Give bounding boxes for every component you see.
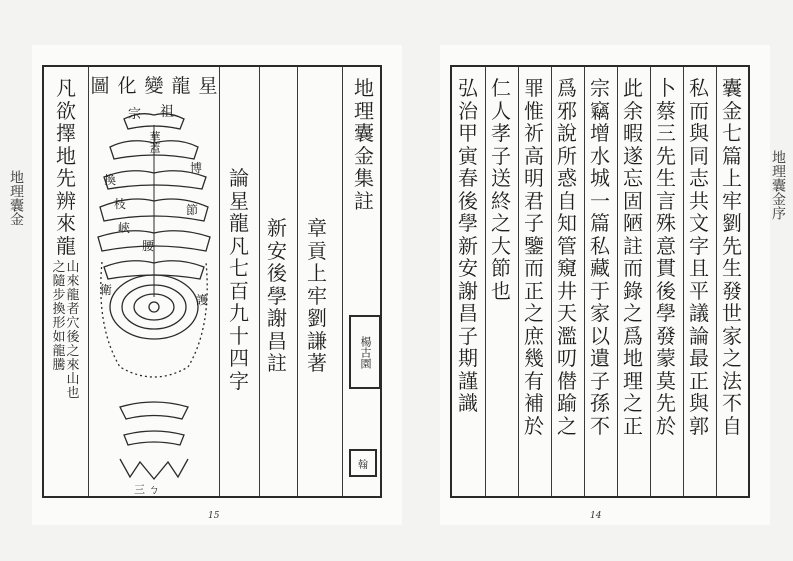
glyph: 自 (557, 188, 577, 213)
glyph: 註 (623, 233, 643, 258)
right-col-5 (589, 77, 611, 437)
glyph: 而 (623, 256, 643, 280)
glyph: 學 (656, 301, 676, 325)
glyph: 水 (590, 143, 610, 168)
glyph: 字 (229, 368, 249, 393)
glyph: 牢 (307, 283, 327, 308)
label-hu: 護 (196, 293, 209, 307)
glyph: 龍 (56, 233, 76, 258)
glyph: 管 (557, 233, 577, 258)
glyph: 學 (267, 283, 287, 308)
title-glyph: 圖 (90, 75, 110, 97)
glyph: 大 (491, 233, 511, 258)
glyph: 生 (656, 166, 676, 190)
glyph: 平 (689, 278, 709, 303)
glyph: 先 (656, 391, 676, 415)
glyph: 一 (590, 188, 610, 213)
glyph: 仁 (491, 76, 511, 100)
glyph: 而 (689, 98, 709, 123)
glyph: 子 (524, 211, 544, 235)
glyph: 所 (557, 143, 577, 168)
right-col-7 (523, 77, 545, 437)
glyph: 天 (557, 301, 577, 325)
glyph: 子 (590, 368, 610, 393)
glyph: 謝 (458, 278, 478, 303)
glyph: 後 (66, 330, 80, 345)
glyph: 自 (722, 413, 742, 438)
glyph: 龍 (229, 211, 249, 235)
title-glyph: 化 (117, 75, 137, 97)
glyph: 先 (56, 166, 76, 190)
glyph: 謝 (267, 306, 287, 330)
glyph: 蒙 (656, 346, 676, 370)
glyph: 正 (623, 413, 643, 438)
left-col-1-note-a (67, 261, 79, 401)
glyph: 牢 (722, 188, 742, 213)
glyph: 三 (656, 121, 676, 145)
glyph: 邪 (557, 98, 577, 123)
glyph: 遂 (623, 143, 643, 168)
glyph: 龍 (52, 344, 66, 359)
glyph: 之 (66, 344, 80, 359)
glyph: 穴 (66, 316, 80, 331)
glyph: 惑 (557, 166, 577, 190)
glyph: 議 (689, 301, 709, 325)
glyph: 如 (52, 330, 66, 345)
glyph: 窺 (557, 256, 577, 280)
glyph: 庶 (524, 323, 544, 348)
glyph: 正 (524, 278, 544, 303)
glyph: 先 (656, 143, 676, 168)
glyph: 註 (354, 188, 374, 213)
glyph: 郭 (689, 413, 709, 438)
left-page (32, 45, 402, 525)
glyph: 鑒 (524, 233, 544, 258)
right-col-1 (721, 77, 743, 437)
glyph: 發 (656, 323, 676, 348)
glyph: 安 (458, 256, 478, 280)
glyph: 識 (458, 391, 478, 415)
glyph: 地 (623, 346, 643, 370)
glyph: 貫 (656, 256, 676, 280)
glyph: 世 (722, 301, 742, 325)
left-col-1-note-b (53, 261, 65, 401)
glyph: 金 (722, 98, 742, 123)
right-page (440, 45, 770, 525)
small-seal-stamp: 翰 (349, 449, 377, 477)
glyph: 以 (590, 323, 610, 348)
glyph: 于 (590, 278, 610, 303)
glyph: 子 (491, 143, 511, 168)
glyph: 最 (689, 346, 709, 370)
glyph: 四 (229, 346, 249, 370)
glyph: 暇 (623, 121, 643, 145)
label-zu: 祖 (160, 104, 174, 120)
label-huagai: 華蓋 (148, 131, 161, 153)
glyph: 爲 (557, 76, 577, 100)
glyph: 於 (656, 413, 676, 438)
glyph: 凡 (56, 76, 76, 100)
glyph: 擇 (56, 121, 76, 145)
glyph: 高 (524, 143, 544, 168)
glyph: 十 (229, 323, 249, 348)
glyph: 先 (722, 233, 742, 258)
label-bo: 博 (190, 161, 203, 175)
glyph: 莫 (656, 368, 676, 393)
glyph: 意 (656, 233, 676, 258)
glyph: 補 (524, 391, 544, 415)
glyph: 增 (590, 121, 610, 145)
right-col-4 (622, 77, 644, 437)
left-col-6 (353, 77, 375, 212)
glyph: 山 (66, 260, 80, 275)
glyph: 也 (491, 278, 511, 303)
glyph: 凡 (229, 233, 249, 258)
glyph: 地 (56, 143, 76, 168)
glyph: 之 (491, 211, 511, 235)
glyph: 余 (623, 98, 643, 123)
glyph: 註 (267, 351, 287, 375)
glyph: 者 (66, 302, 80, 317)
glyph: 謹 (458, 368, 478, 393)
glyph: 換 (52, 302, 66, 317)
glyph: 幾 (524, 346, 544, 370)
glyph: 昌 (267, 328, 287, 353)
right-edge-tab: 地理囊金序 (770, 150, 786, 220)
glyph: 孫 (590, 391, 610, 415)
right-col-9 (457, 77, 479, 415)
glyph: 知 (557, 211, 577, 235)
glyph: 來 (66, 358, 80, 373)
glyph: 井 (557, 278, 577, 303)
glyph: 之 (623, 301, 643, 325)
glyph: 囊 (722, 76, 742, 100)
right-col-3 (655, 77, 677, 437)
glyph: 文 (689, 211, 709, 235)
glyph: 字 (689, 233, 709, 258)
glyph: 謙 (307, 328, 327, 353)
glyph: 明 (524, 166, 544, 190)
label-zong: 宗 (128, 107, 142, 122)
glyph: 竊 (590, 98, 610, 123)
glyph: 步 (52, 288, 66, 303)
glyph: 金 (354, 143, 374, 168)
glyph: 上 (722, 166, 742, 190)
glyph: 學 (458, 211, 478, 235)
glyph: 之 (557, 413, 577, 438)
glyph: 星 (229, 188, 249, 213)
glyph: 有 (524, 368, 544, 393)
glyph: 生 (722, 256, 742, 280)
glyph: 不 (590, 413, 610, 438)
glyph: 且 (689, 256, 709, 280)
glyph: 來 (66, 274, 80, 289)
glyph: 送 (491, 166, 511, 190)
right-col-6 (556, 77, 578, 437)
glyph: 劉 (307, 306, 327, 330)
glyph: 之 (524, 301, 544, 325)
glyph: 春 (458, 166, 478, 190)
glyph: 罪 (524, 76, 544, 100)
title-glyph: 變 (144, 75, 164, 97)
left-col-4 (266, 217, 288, 375)
glyph: 後 (656, 278, 676, 303)
glyph: 後 (267, 261, 287, 285)
glyph: 上 (307, 261, 327, 285)
glyph: 新 (458, 233, 478, 258)
glyph: 百 (229, 278, 249, 303)
glyph: 欲 (56, 98, 76, 123)
glyph: 法 (722, 368, 742, 393)
glyph: 爲 (623, 323, 643, 348)
glyph: 著 (307, 351, 327, 375)
glyph: 弘 (458, 76, 478, 100)
glyph: 論 (689, 323, 709, 348)
right-page-frame (450, 65, 750, 498)
seal-stamp: 楊古園 (349, 315, 381, 389)
glyph: 辨 (56, 188, 76, 213)
glyph: 七 (722, 121, 742, 145)
glyph: 正 (689, 368, 709, 393)
glyph: 同 (689, 143, 709, 168)
glyph: 此 (623, 76, 643, 100)
glyph: 終 (491, 188, 511, 213)
glyph: 篇 (590, 211, 610, 235)
glyph: 理 (354, 98, 374, 123)
right-col-2 (688, 77, 710, 437)
left-edge-tab: 地理囊金 (8, 170, 24, 226)
glyph: 僣 (557, 368, 577, 393)
glyph: 於 (524, 413, 544, 438)
label-zhi: 枝 (114, 197, 127, 211)
glyph: 祈 (524, 121, 544, 145)
glyph: 甲 (458, 121, 478, 145)
glyph: 地 (354, 76, 374, 100)
glyph: 集 (354, 166, 374, 190)
label-jie: 節 (186, 203, 199, 217)
glyph: 之 (623, 391, 643, 415)
glyph: 章 (307, 216, 327, 240)
glyph: 叨 (557, 346, 577, 370)
title-glyph: 星 (198, 75, 218, 97)
right-col-8 (490, 77, 512, 302)
glyph: 論 (229, 166, 249, 190)
label-huan: 換 (104, 173, 117, 187)
glyph: 理 (623, 368, 643, 393)
glyph: 人 (491, 98, 511, 123)
glyph: 騰 (52, 358, 66, 373)
glyph: 與 (689, 121, 709, 145)
glyph: 九 (229, 301, 249, 325)
label-wei: 衛 (100, 283, 113, 297)
glyph: 子 (458, 323, 478, 348)
glyph: 錄 (623, 278, 643, 303)
glyph: 篇 (722, 143, 742, 168)
glyph: 期 (458, 346, 478, 370)
glyph: 固 (623, 188, 643, 213)
glyph: 踰 (557, 391, 577, 415)
glyph: 而 (524, 256, 544, 280)
glyph: 之 (52, 260, 66, 275)
glyph: 囊 (354, 121, 374, 145)
glyph: 孝 (491, 121, 511, 145)
glyph: 昌 (458, 301, 478, 325)
glyph: 七 (229, 256, 249, 280)
glyph: 節 (491, 256, 511, 280)
glyph: 不 (722, 391, 742, 415)
left-page-frame (42, 65, 382, 498)
dragon-diagram (90, 67, 218, 497)
glyph: 惟 (524, 98, 544, 123)
glyph: 忘 (623, 166, 643, 190)
glyph: 貢 (307, 238, 327, 263)
glyph: 蔡 (656, 98, 676, 123)
title-glyph: 龍 (171, 75, 191, 97)
glyph: 遺 (590, 346, 610, 370)
right-page-number: 14 (590, 511, 602, 521)
label-yao: 腰 (142, 239, 155, 253)
glyph: 與 (689, 391, 709, 415)
glyph: 濫 (557, 323, 577, 348)
glyph: 治 (458, 98, 478, 123)
label-xia: 峽 (118, 221, 131, 235)
glyph: 來 (56, 211, 76, 235)
glyph: 形 (52, 316, 66, 331)
glyph: 宗 (590, 76, 610, 100)
glyph: 殊 (656, 211, 676, 235)
glyph: 隨 (52, 274, 66, 289)
glyph: 之 (722, 346, 742, 370)
glyph: 寅 (458, 143, 478, 168)
glyph: 君 (524, 188, 544, 213)
left-col-5 (306, 217, 328, 375)
glyph: 說 (557, 121, 577, 145)
glyph: 龍 (66, 288, 80, 303)
glyph: 志 (689, 166, 709, 190)
glyph: 也 (66, 386, 80, 401)
glyph: 家 (722, 323, 742, 348)
glyph: 安 (267, 238, 287, 263)
glyph: 私 (590, 233, 610, 258)
glyph: 發 (722, 278, 742, 303)
glyph: 劉 (722, 211, 742, 235)
glyph: 新 (267, 216, 287, 240)
glyph: 城 (590, 166, 610, 190)
glyph: 言 (656, 188, 676, 213)
glyph: 山 (66, 372, 80, 387)
glyph: 共 (689, 188, 709, 213)
glyph: 陋 (623, 211, 643, 235)
glyph: 藏 (590, 256, 610, 280)
glyph: 家 (590, 301, 610, 325)
glyph: 後 (458, 188, 478, 213)
label-bottom: 三 ㄅ (134, 483, 160, 496)
glyph: 私 (689, 76, 709, 100)
glyph: 卜 (656, 76, 676, 100)
left-col-1 (52, 76, 80, 401)
left-page-number: 15 (208, 511, 220, 521)
left-col-3 (228, 167, 250, 392)
